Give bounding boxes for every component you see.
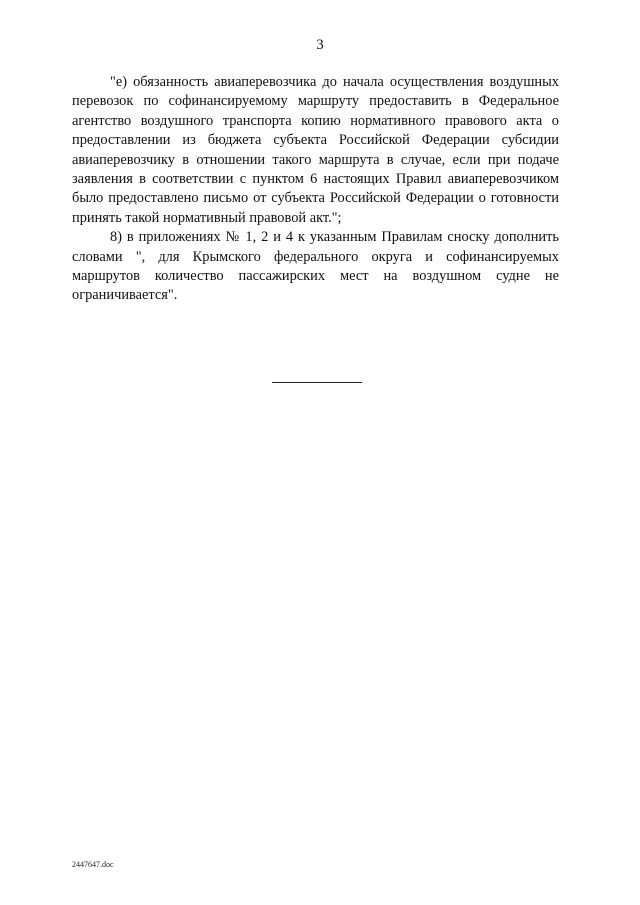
page-number: 3 [316,37,324,53]
document-body [72,73,559,306]
document-file-id: 2447647.doc [72,860,114,869]
end-separator-line [272,382,362,383]
paragraph-e-obligation: "е) обязанность авиаперевозчика до начала осуществления воздушных перевозок по софинансируемому маршруту предоставить в Федеральное агентство воздушного транспорта копию нормативного правового акта о предоставлении из бюджета субъекта Российской Федерации субсидии авиаперевозчику в отношении такого маршрута в случае, если при подаче заявления в соответствии с пунктом 6 настоящих Правил авиаперевозчиком было предоставлено письмо от субъекта Российской Федерации о готовности принять такой нормативный правовой акт."; [72,74,559,226]
paragraph-8-appendices: 8) в приложениях № 1, 2 и 4 к указанным Правилам сноску дополнить словами ", для Крымского федерального округа и софинансируемых маршрутов количество пассажирских мест на воздушном судне не ограничивается". [72,229,559,304]
